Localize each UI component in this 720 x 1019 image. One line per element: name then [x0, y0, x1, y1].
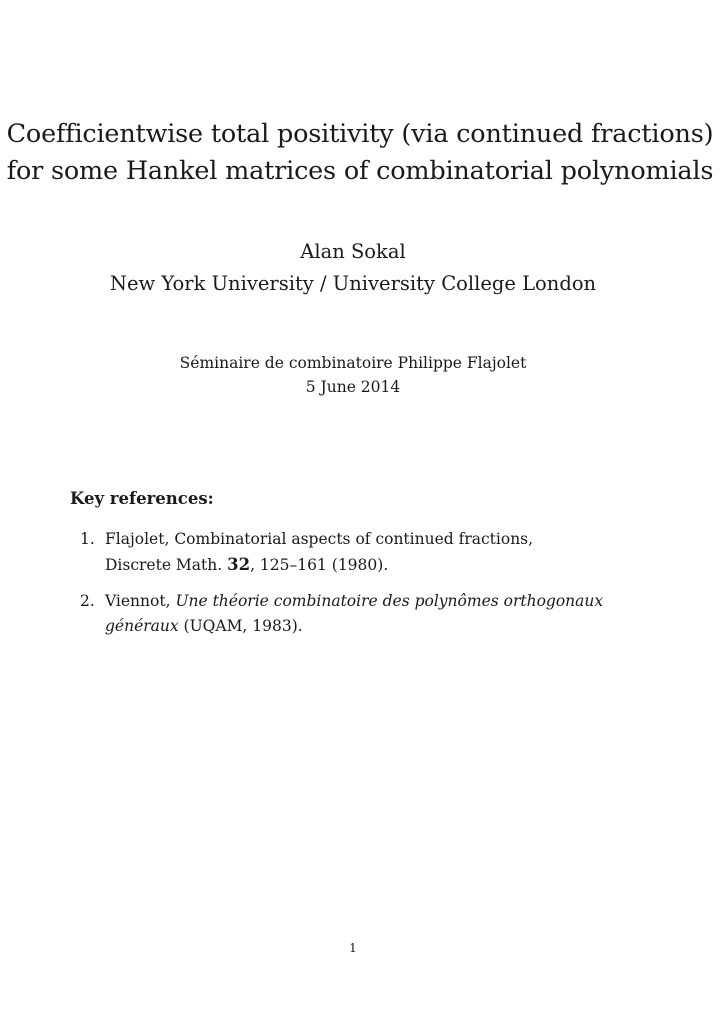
reference-author: Flajolet,: [105, 530, 170, 548]
reference-line: [105, 614, 700, 639]
author-block: [0, 236, 706, 300]
author-name: Alan Sokal: [300, 240, 406, 263]
references-heading: Key references:: [70, 489, 214, 508]
author-affiliation: New York University / University College London: [109, 272, 597, 295]
reference-pages: , 125–161 (1980).: [250, 556, 389, 574]
event-name: Séminaire de combinatoire Philippe Flajolet: [179, 354, 527, 372]
event-date: 5 June 2014: [305, 378, 401, 396]
reference-item-1: [80, 527, 700, 578]
reference-journal: Discrete Math.: [105, 556, 228, 574]
document-title: [0, 116, 720, 190]
reference-item-2: [80, 589, 700, 639]
reference-line: [105, 552, 700, 578]
title-line-2: for some Hankel matrices of combinatorial polynomials: [6, 156, 714, 186]
reference-author: Viennot,: [105, 592, 176, 610]
reference-number: 2.: [80, 592, 95, 610]
reference-title-continued: généraux: [105, 617, 179, 635]
reference-number: 1.: [80, 530, 95, 548]
title-line-1: Coefficientwise total positivity (via continued fractions): [6, 119, 714, 149]
reference-publisher: (UQAM, 1983).: [178, 617, 303, 635]
reference-line: [105, 527, 700, 552]
reference-volume: 32: [227, 555, 251, 574]
reference-line: [105, 589, 700, 614]
reference-title: Combinatorial aspects of continued fractions,: [169, 530, 534, 548]
page-number: 1: [349, 941, 357, 955]
reference-title: Une théorie combinatoire des polynômes orthogonaux: [175, 592, 604, 610]
event-block: [0, 351, 706, 399]
references-list: [80, 527, 700, 650]
